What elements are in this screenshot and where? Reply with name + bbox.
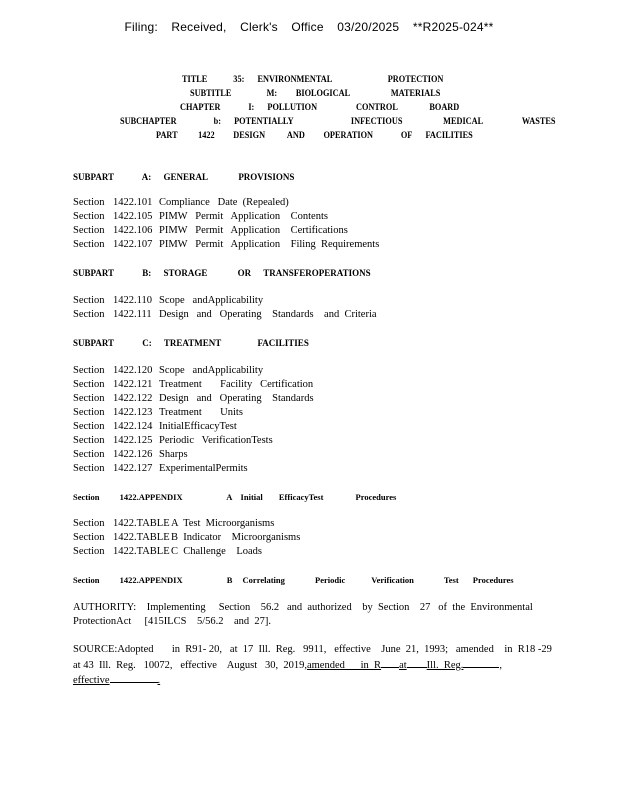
appendix-a-entry: Section 1422.APPENDIX A Initial EfficacyTest Procedures <box>73 492 397 502</box>
section-row <box>73 225 348 236</box>
section-row <box>73 463 248 474</box>
section-row <box>73 407 243 418</box>
section-label: Section <box>73 518 105 529</box>
section-title: Design and Operating Standards and Criteria <box>159 309 377 320</box>
section-label: Section <box>73 239 105 250</box>
clerks-office-label: Clerk's Office <box>240 20 324 34</box>
part-line: PART 1422 DESIGN AND OPERATION OF FACILITIES <box>156 130 473 140</box>
section-label: Section <box>73 295 105 306</box>
subpart-c-heading: SUBPART C: TREATMENT FACILITIES <box>73 338 309 348</box>
filing-date: 03/20/2025 <box>337 20 400 34</box>
section-number: 1422.123 <box>113 407 153 418</box>
section-number: 1422.125 <box>113 435 153 446</box>
section-label: Section <box>73 532 105 543</box>
section-number: 1422.124 <box>113 421 153 432</box>
section-number: 1422.105 <box>113 211 153 222</box>
section-label: Section <box>73 407 105 418</box>
section-title: Treatment Facility Certification <box>159 379 314 390</box>
title-line: TITLE 35: ENVIRONMENTAL PROTECTION <box>182 74 444 84</box>
section-title: A Test Microorganisms <box>171 518 275 529</box>
section-number: 1422.126 <box>113 449 153 460</box>
section-number: 1422.122 <box>113 393 153 404</box>
section-label: Section <box>73 393 105 404</box>
chapter-line: CHAPTER I: POLLUTION CONTROL BOARD <box>180 102 460 112</box>
section-row <box>73 197 289 208</box>
section-label: Section <box>73 421 105 432</box>
subchapter-line: SUBCHAPTER b: POTENTIALLY INFECTIOUS MEDICAL WASTES <box>120 116 556 126</box>
section-title: Compliance Date (Repealed) <box>159 197 289 208</box>
section-row <box>73 379 313 390</box>
section-row <box>73 449 188 460</box>
section-row <box>73 211 328 222</box>
section-row <box>73 309 377 320</box>
section-label: Section <box>73 379 105 390</box>
section-row <box>73 365 263 376</box>
section-title: Scope andApplicability <box>159 295 264 306</box>
section-number: 1422.120 <box>113 365 153 376</box>
section-title: PIMW Permit Application Filing Requirements <box>159 239 380 250</box>
section-number: 1422.TABLE <box>113 546 170 557</box>
section-label: Section <box>73 211 105 222</box>
appendix-b-entry: Section 1422.APPENDIX B Correlating Periodic Verification Test Procedures <box>73 575 514 585</box>
filing-label: Filing: <box>124 20 158 34</box>
filing-header <box>0 20 618 34</box>
section-label: Section <box>73 463 105 474</box>
section-number: 1422.127 <box>113 463 153 474</box>
section-number: 1422.121 <box>113 379 153 390</box>
subpart-b-heading: SUBPART B: STORAGE OR TRANSFEROPERATIONS <box>73 268 371 278</box>
docket-number: **R2025-024** <box>412 20 494 34</box>
section-title: Sharps <box>159 449 188 460</box>
received-label: Received, <box>171 20 227 34</box>
table-row <box>73 546 262 557</box>
section-title: Periodic VerificationTests <box>159 435 273 446</box>
table-row <box>73 518 274 529</box>
section-title: ExperimentalPermits <box>159 463 248 474</box>
section-label: Section <box>73 309 105 320</box>
section-number: 1422.TABLE <box>113 532 170 543</box>
section-title: PIMW Permit Application Certifications <box>159 225 348 236</box>
section-label: Section <box>73 449 105 460</box>
section-label: Section <box>73 435 105 446</box>
subtitle-line: SUBTITLE M: BIOLOGICAL MATERIALS <box>190 88 441 98</box>
subpart-a-heading: SUBPART A: GENERAL PROVISIONS <box>73 172 295 182</box>
section-title: Design and Operating Standards <box>159 393 314 404</box>
section-number: 1422.110 <box>113 295 152 306</box>
section-number: 1422.106 <box>113 225 153 236</box>
source-note: SOURCE:Adopted in R91- 20, at 17 Ill. Reg. 9911, effective June 21, 1993; amended in R18 -29 at 43 Ill. Reg. 10072, effective August 30, 2019,amended in R at Ill. Reg. , effective . <box>73 644 552 686</box>
section-number: 1422.101 <box>113 197 153 208</box>
table-row <box>73 532 300 543</box>
section-title: PIMW Permit Application Contents <box>159 211 328 222</box>
section-row <box>73 295 263 306</box>
section-title: Treatment Units <box>159 407 243 418</box>
section-row <box>73 393 314 404</box>
section-title: C Challenge Loads <box>171 546 262 557</box>
section-label: Section <box>73 197 105 208</box>
section-title: Scope andApplicability <box>159 365 264 376</box>
section-number: 1422.TABLE <box>113 518 170 529</box>
section-number: 1422.111 <box>113 309 152 320</box>
section-number: 1422.107 <box>113 239 153 250</box>
section-row <box>73 239 379 250</box>
section-label: Section <box>73 225 105 236</box>
section-title: InitialEfficacyTest <box>159 421 237 432</box>
section-label: Section <box>73 365 105 376</box>
section-title: B Indicator Microorganisms <box>171 532 301 543</box>
section-label: Section <box>73 546 105 557</box>
section-row <box>73 421 237 432</box>
authority-note: AUTHORITY: Implementing Section 56.2 and authorized by Section 27 of the Environmental ProtectionAct [415ILCS 5/56.2 and 27]. <box>73 602 533 627</box>
section-row <box>73 435 273 446</box>
